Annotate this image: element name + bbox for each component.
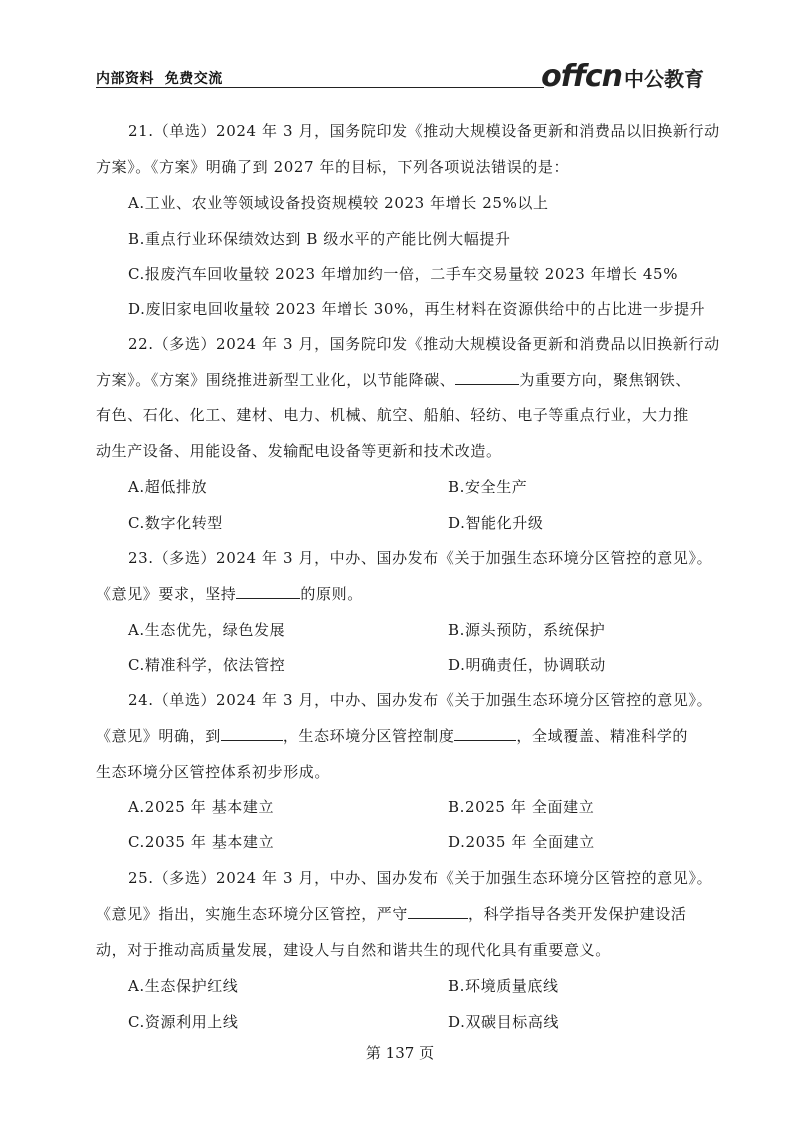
q24-option-b: B.2025 年 全面建立 bbox=[448, 798, 595, 816]
answer-blank bbox=[454, 726, 516, 741]
q22-option-c: C.数字化转型 bbox=[128, 514, 223, 532]
logo-en-text: offcn bbox=[541, 59, 622, 94]
q22-stem-line-1: 22.（多选）2024 年 3 月，国务院印发《推动大规模设备更新和消费品以旧换新行动 bbox=[128, 335, 720, 353]
q21-stem-line-1: 21.（单选）2024 年 3 月，国务院印发《推动大规模设备更新和消费品以旧换新行动 bbox=[128, 122, 720, 140]
answer-blank bbox=[408, 904, 468, 919]
q24-stem-line-2: 《意见》明确，到 ，生态环境分区管控制度 ，全域覆盖、精准科学的 bbox=[96, 727, 689, 745]
q21-stem-line-2: 方案》。《方案》明确了到 2027 年的目标，下列各项说法错误的是： bbox=[96, 158, 570, 176]
q25-stem-line-3: 动，对于推动高质量发展，建设人与自然和谐共生的现代化具有重要意义。 bbox=[96, 941, 611, 959]
q23-stem-line-2: 《意见》要求，坚持 的原则。 bbox=[96, 585, 363, 603]
q25-option-d: D.双碳目标高线 bbox=[448, 1013, 560, 1031]
answer-blank bbox=[455, 370, 519, 385]
q22-option-d: D.智能化升级 bbox=[448, 514, 544, 532]
offcn-logo bbox=[541, 58, 704, 92]
q21-option-d: D.废旧家电回收量较 2023 年增长 30%，再生材料在资源供给中的占比进一步提升 bbox=[128, 300, 706, 318]
q25-option-c: C.资源利用上线 bbox=[128, 1013, 239, 1031]
q23-option-a: A.生态优先，绿色发展 bbox=[128, 621, 286, 639]
q21-option-c: C.报废汽车回收量较 2023 年增加约一倍，二手车交易量较 2023 年增长 45% bbox=[128, 265, 679, 283]
q25-option-a: A.生态保护红线 bbox=[128, 977, 239, 995]
q23-option-c: C.精准科学，依法管控 bbox=[128, 656, 286, 674]
q25-stem-line-2: 《意见》指出，实施生态环境分区管控，严守 ，科学指导各类开发保护建设活 bbox=[96, 905, 687, 923]
q24-stem-line-3: 生态环境分区管控体系初步形成。 bbox=[96, 763, 331, 781]
page-number: 第 137 页 bbox=[365, 1044, 435, 1062]
q23-option-d: D.明确责任，协调联动 bbox=[448, 656, 606, 674]
q24-option-c: C.2035 年 基本建立 bbox=[128, 833, 275, 851]
q23-stem-line-1: 23.（多选）2024 年 3 月，中办、国办发布《关于加强生态环境分区管控的意见》。 bbox=[128, 549, 713, 567]
q22-stem-line-2: 方案》。《方案》围绕推进新型工业化，以节能降碳、 为重要方向，聚焦钢铁、 bbox=[96, 371, 692, 389]
header-note: 内部资料 免费交流 bbox=[96, 71, 223, 87]
q24-stem-line-1: 24.（单选）2024 年 3 月，中办、国办发布《关于加强生态环境分区管控的意见》。 bbox=[128, 691, 713, 709]
q21-option-b: B.重点行业环保绩效达到 B 级水平的产能比例大幅提升 bbox=[128, 230, 511, 248]
q25-option-b: B.环境质量底线 bbox=[448, 977, 559, 995]
header-rule bbox=[96, 87, 544, 88]
q23-option-b: B.源头预防，系统保护 bbox=[448, 621, 606, 639]
answer-blank bbox=[221, 726, 283, 741]
logo-cn-text: 中公教育 bbox=[624, 67, 704, 91]
q24-option-a: A.2025 年 基本建立 bbox=[128, 798, 275, 816]
q25-stem-line-1: 25.（多选）2024 年 3 月，中办、国办发布《关于加强生态环境分区管控的意见》。 bbox=[128, 869, 713, 887]
q22-stem-line-4: 动生产设备、用能设备、发输配电设备等更新和技术改造。 bbox=[96, 442, 502, 460]
q21-option-a: A.工业、农业等领域设备投资规模较 2023 年增长 25%以上 bbox=[128, 194, 549, 212]
q24-option-d: D.2035 年 全面建立 bbox=[448, 833, 595, 851]
answer-blank bbox=[236, 584, 300, 599]
q22-option-b: B.安全生产 bbox=[448, 478, 528, 496]
q22-option-a: A.超低排放 bbox=[128, 478, 208, 496]
q22-stem-line-3: 有色、石化、化工、建材、电力、机械、航空、船舶、轻纺、电子等重点行业，大力推 bbox=[96, 406, 689, 424]
page-header bbox=[96, 58, 704, 94]
